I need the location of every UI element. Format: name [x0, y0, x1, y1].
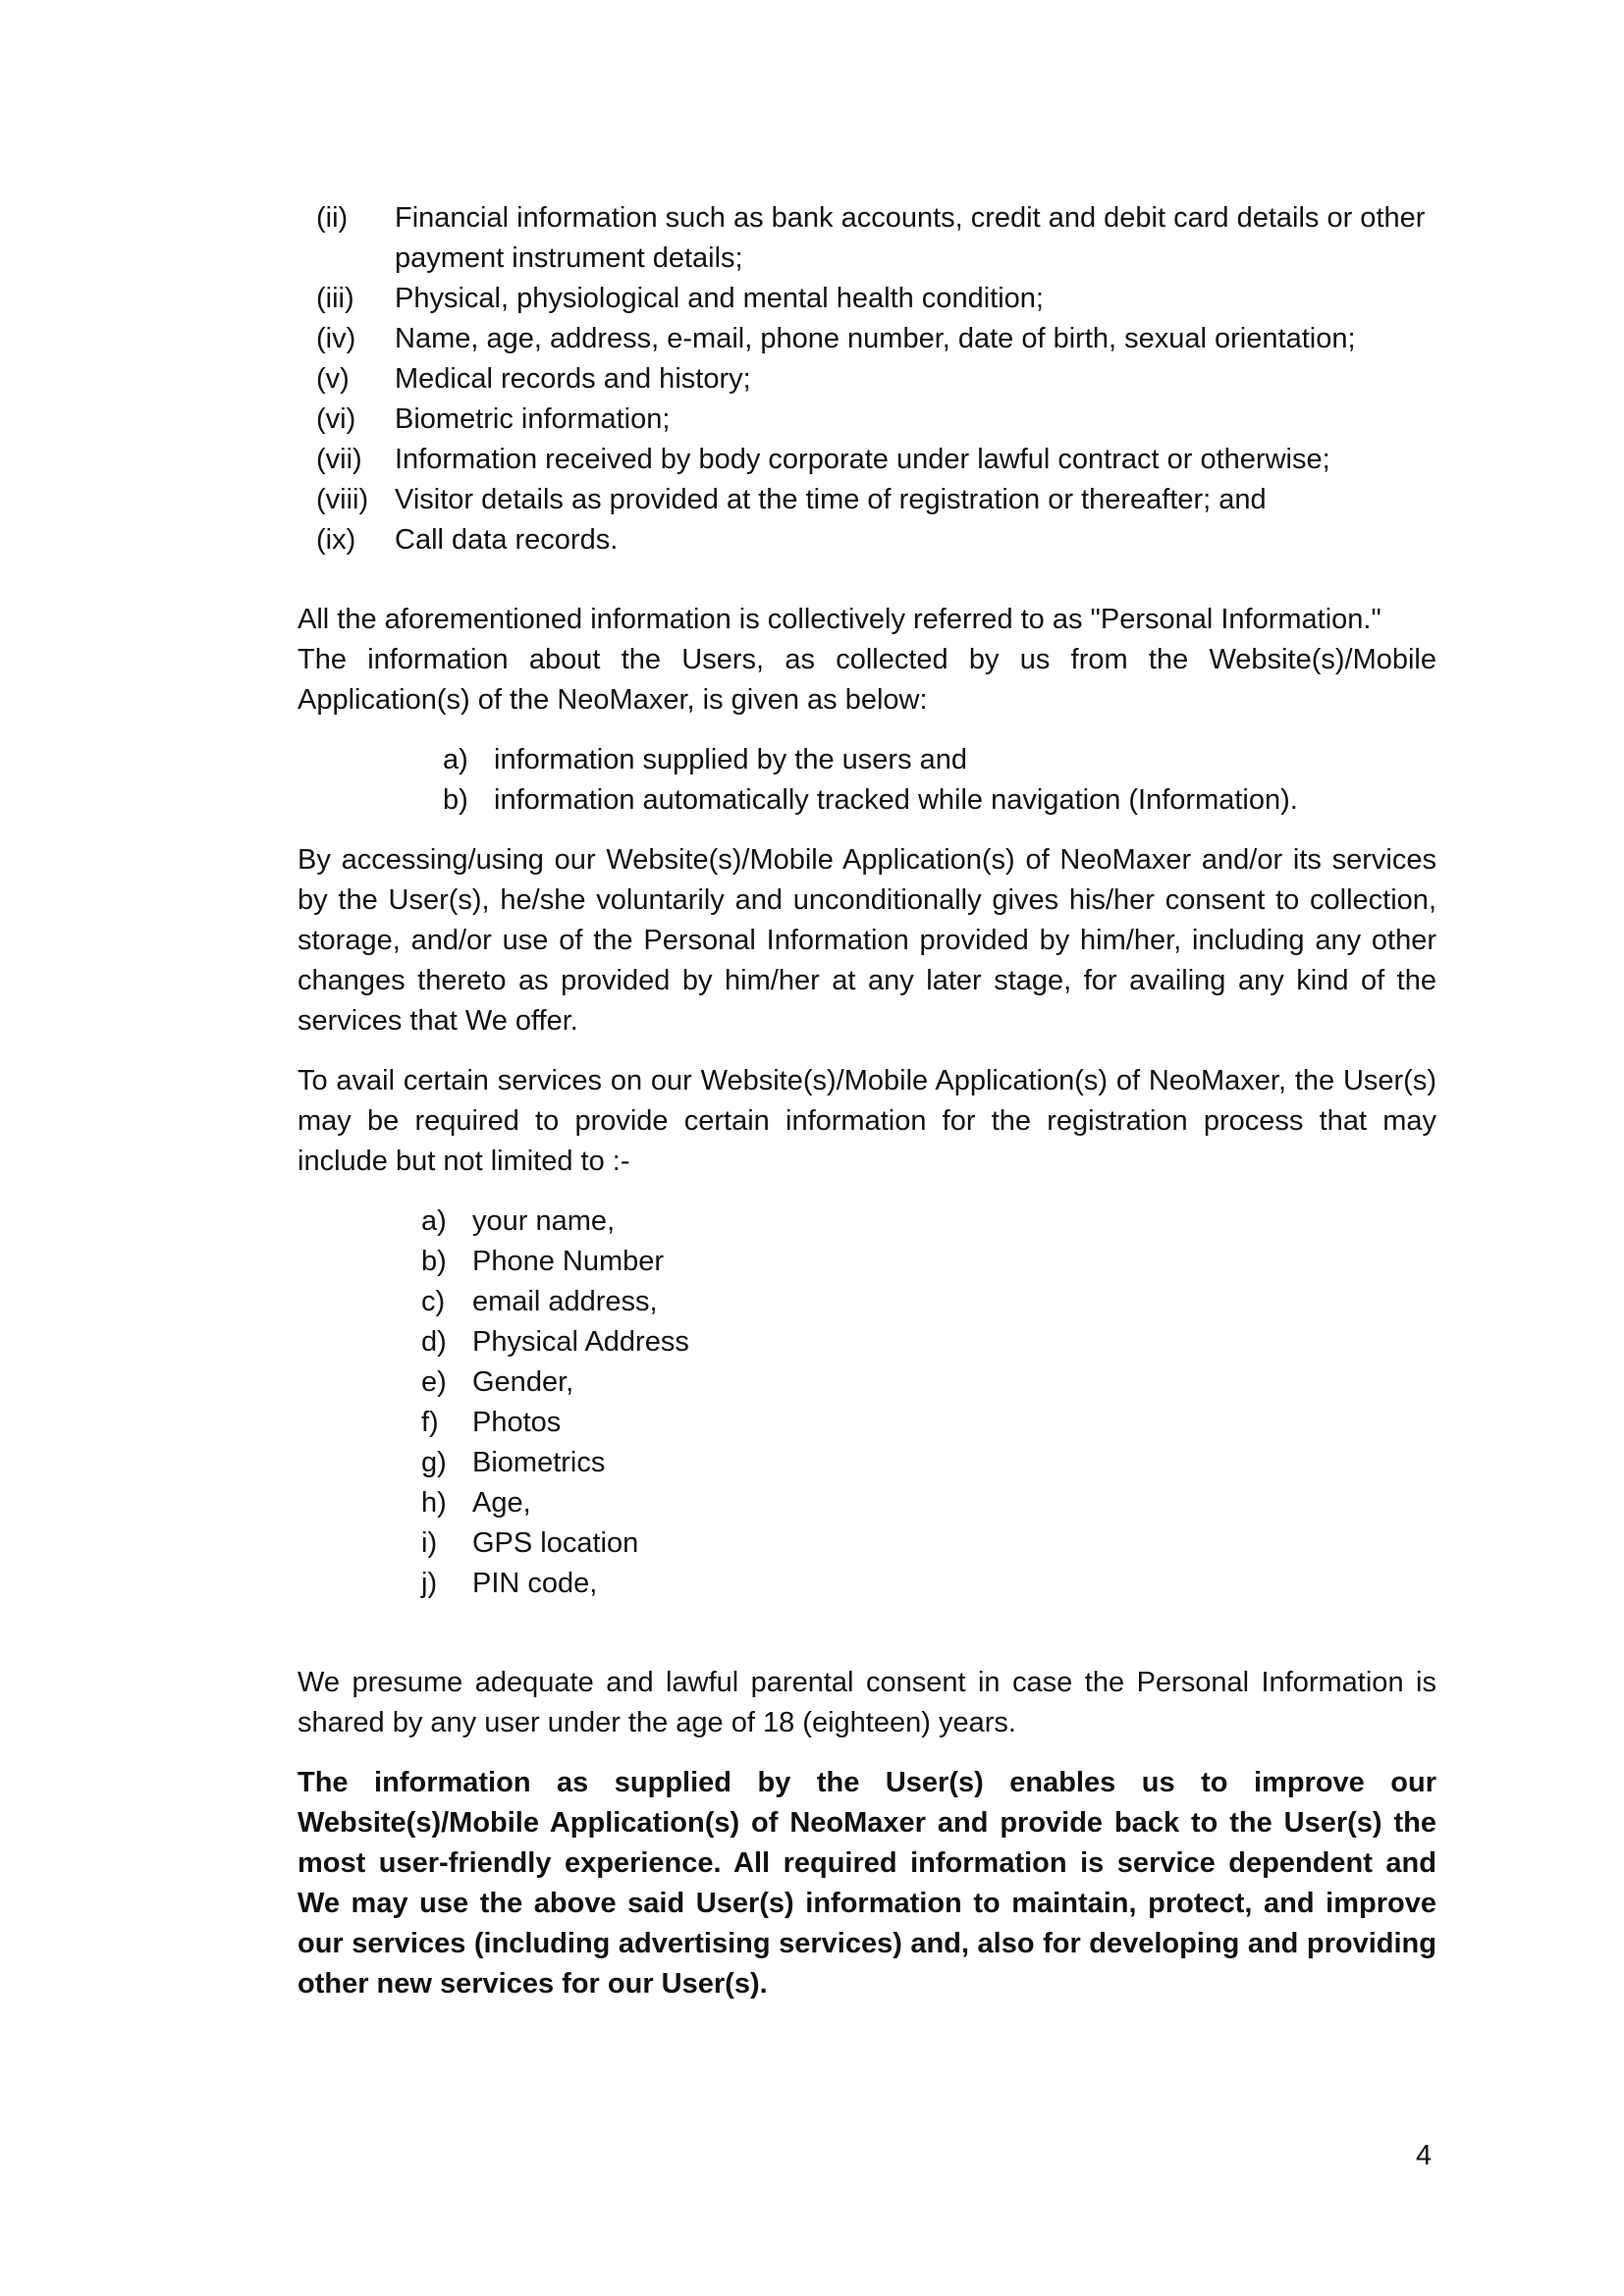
- list-item-text: Financial information such as bank accounts, credit and debit card details or other payment instrument details;: [395, 202, 1426, 274]
- list-marker: (iii): [316, 283, 354, 314]
- paragraph-parental-consent: We presume adequate and lawful parental consent in case the Personal Information is shared by any user under the age of 18 (eighteen) years.: [298, 1667, 1436, 1738]
- list-item-text: PIN code,: [472, 1568, 598, 1599]
- list-item: [316, 480, 1436, 520]
- list-item: [421, 1403, 1436, 1443]
- list-marker: g): [421, 1447, 447, 1478]
- list-marker: (v): [316, 363, 350, 395]
- list-item-text: Photos: [472, 1407, 562, 1438]
- list-marker: b): [421, 1246, 447, 1277]
- list-item-text: Visitor details as provided at the time of registration or thereafter; and: [395, 484, 1267, 515]
- list-item: [316, 520, 1436, 561]
- list-item: [443, 780, 1436, 821]
- list-item: [421, 1282, 1436, 1322]
- paragraph-users: The information about the Users, as collected by us from the Website(s)/Mobile Application(s) of the NeoMaxer, is given as below:: [298, 644, 1436, 716]
- document-page: [298, 198, 1436, 2004]
- list-item-text: Biometrics: [472, 1447, 606, 1478]
- list-item-text: Call data records.: [395, 524, 619, 556]
- list-marker: h): [421, 1487, 447, 1519]
- list-item-text: information automatically tracked while navigation (Information).: [494, 784, 1298, 816]
- list-item-text: Information received by body corporate under lawful contract or otherwise;: [395, 444, 1330, 475]
- list-marker: f): [421, 1407, 439, 1438]
- list-item: [316, 400, 1436, 440]
- list-marker: (iv): [316, 323, 356, 354]
- registration-fields-list: [421, 1201, 1436, 1604]
- list-item-text: Age,: [472, 1487, 531, 1519]
- list-item: [421, 1483, 1436, 1523]
- paragraph-registration: To avail certain services on our Website(s)/Mobile Application(s) of NeoMaxer, the User(s) may be required to provide certain information for the registration process that may include but not limited to :-: [298, 1065, 1436, 1177]
- list-marker: a): [443, 744, 468, 775]
- list-item-text: GPS location: [472, 1527, 639, 1559]
- list-item-text: Gender,: [472, 1366, 574, 1398]
- info-types-list: [443, 740, 1436, 821]
- list-item: [421, 1362, 1436, 1403]
- list-item: [316, 319, 1436, 359]
- list-marker: i): [421, 1527, 438, 1559]
- list-item: [316, 198, 1436, 279]
- list-marker: (viii): [316, 484, 369, 515]
- list-marker: d): [421, 1326, 447, 1358]
- list-item-text: Biometric information;: [395, 403, 671, 435]
- list-item: [421, 1443, 1436, 1483]
- list-item-text: Physical, physiological and mental health condition;: [395, 283, 1044, 314]
- list-item-text: Phone Number: [472, 1246, 665, 1277]
- list-item: [316, 359, 1436, 400]
- list-marker: e): [421, 1366, 447, 1398]
- list-marker: a): [421, 1205, 447, 1237]
- list-item-text: information supplied by the users and: [494, 744, 968, 775]
- list-marker: b): [443, 784, 468, 816]
- list-marker: (ix): [316, 524, 356, 556]
- list-marker: (ii): [316, 202, 349, 234]
- list-item-text: email address,: [472, 1286, 658, 1317]
- list-item: [421, 1242, 1436, 1282]
- sensitive-info-list: [298, 198, 1436, 561]
- list-item-text: Medical records and history;: [395, 363, 751, 395]
- list-item: [316, 279, 1436, 319]
- list-marker: j): [421, 1568, 438, 1599]
- list-item-text: Physical Address: [472, 1326, 689, 1358]
- list-item: [421, 1523, 1436, 1564]
- list-item: [316, 440, 1436, 480]
- paragraph-consent: By accessing/using our Website(s)/Mobile Application(s) of NeoMaxer and/or its services by the User(s), he/she voluntarily and unconditionally gives his/her consent to collection, storage, and/or use of the Personal Information provided by him/her, including any other changes thereto as provided by him/her at any later stage, for availing any kind of the services that We offer.: [298, 844, 1436, 1037]
- list-marker: c): [421, 1286, 446, 1317]
- list-item: [421, 1564, 1436, 1604]
- list-item-text: your name,: [472, 1205, 616, 1237]
- list-item-text: Name, age, address, e-mail, phone number, date of birth, sexual orientation;: [395, 323, 1356, 354]
- list-item: [421, 1201, 1436, 1242]
- paragraph-bold-usage: The information as supplied by the User(s) enables us to improve our Website(s)/Mobile Application(s) of NeoMaxer and provide back to the User(s) the most user-friendly experience. All required information is service dependent and We may use the above said User(s) information to maintain, protect, and improve our services (including advertising services) and, also for developing and providing other new services for our User(s).: [298, 1767, 1436, 2000]
- list-item: [421, 1322, 1436, 1362]
- list-item: [443, 740, 1436, 780]
- list-marker: (vi): [316, 403, 356, 435]
- page-number: 4: [1416, 2140, 1433, 2171]
- paragraph-collective: All the aforementioned information is collectively referred to as "Personal Information.": [298, 604, 1381, 635]
- list-marker: (vii): [316, 444, 362, 475]
